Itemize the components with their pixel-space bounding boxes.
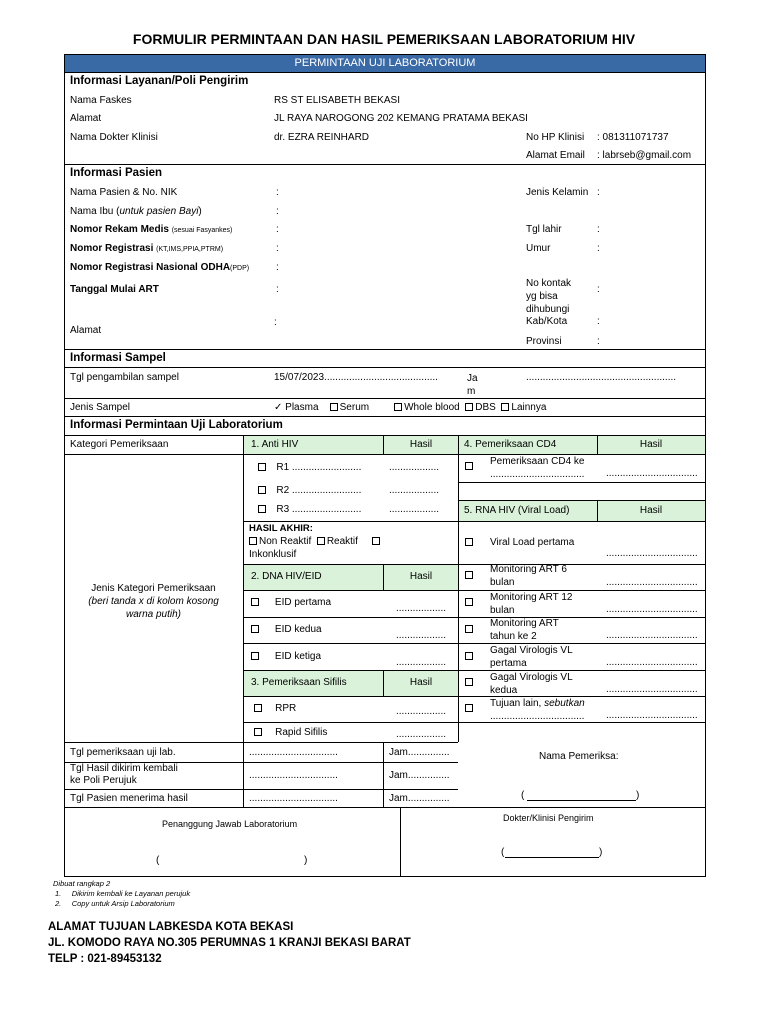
alamat-faskes-label: Alamat [70, 113, 102, 124]
rna-header: 5. RNA HIV (Viral Load) [464, 505, 570, 516]
divider [64, 349, 706, 350]
divider [400, 807, 401, 877]
cd4-hasil[interactable]: ................................. [606, 468, 698, 479]
divider [64, 416, 706, 417]
rpr-hasil[interactable]: .................. [396, 706, 447, 717]
hasil-akhir-options: Non Reaktif Reaktif [249, 536, 382, 547]
mulai-art-label: Tanggal Mulai ART [70, 284, 159, 295]
form-title: FORMULIR PERMINTAAN DAN HASIL PEMERIKSAAN LABORATORIUM HIV [132, 31, 636, 47]
tgl-lahir-colon[interactable]: : [597, 224, 600, 235]
divider [64, 807, 706, 808]
pj-lab-label: Penanggung Jawab Laboratorium [162, 819, 298, 829]
gagal1-label: Gagal Virologis VL pertama [490, 645, 573, 669]
lain-checkbox[interactable] [465, 703, 475, 714]
checkbox-lainnya[interactable] [501, 403, 509, 411]
jenis-kelamin-label: Jenis Kelamin [526, 187, 589, 198]
jenis-kelamin-colon[interactable]: : [597, 187, 600, 198]
divider [243, 722, 458, 723]
checkbox-r2[interactable] [258, 486, 266, 494]
provinsi-label: Provinsi [526, 336, 562, 347]
tgl-terima-label: Tgl Pasien menerima hasil [70, 793, 188, 804]
divider [243, 435, 244, 808]
option-whole-blood: Whole blood [404, 402, 460, 413]
odha-label: Nomor Registrasi Nasional ODHA(PDP) [70, 262, 250, 273]
cd4-header: 4. Pemeriksaan CD4 [464, 439, 557, 450]
section-pasien-heading: Informasi Pasien [70, 167, 163, 179]
divider [243, 696, 706, 697]
alamat-pasien-label: Alamat [70, 325, 102, 336]
nama-ibu-label: Nama Ibu (untuk pasien Bayi) [70, 206, 202, 217]
checkbox-serum[interactable] [330, 403, 338, 411]
mon12-hasil[interactable]: ................................. [606, 604, 698, 615]
rekam-medis-colon[interactable]: : [276, 224, 279, 235]
tgl-periksa-value[interactable]: ................................ [249, 747, 338, 758]
gagal2-checkbox[interactable] [465, 677, 475, 688]
checkbox-inkonklusif[interactable] [372, 537, 380, 545]
divider [64, 789, 458, 790]
checkbox-r3[interactable] [258, 505, 266, 513]
dokter-paren-open: ( [501, 847, 505, 858]
rapid-sifilis-hasil[interactable]: .................. [396, 729, 447, 740]
section-layanan-heading: Informasi Layanan/Poli Pengirim [70, 75, 249, 87]
divider [64, 742, 458, 743]
sifilis-header: 3. Pemeriksaan Sifilis [251, 677, 347, 688]
option-dbs: DBS [475, 402, 496, 413]
footer-address-title: ALAMAT TUJUAN LABKESDA KOTA BEKASI [48, 921, 294, 933]
divider [243, 564, 706, 565]
dna-header: 2. DNA HIV/EID [251, 571, 322, 582]
kab-kota-label: Kab/Kota [526, 316, 568, 327]
tujuan-lain-label: Tujuan lain, sebutkan .................................. [490, 698, 585, 722]
eid-ketiga-hasil[interactable]: .................. [396, 657, 447, 668]
r2-row: R2 ......................... [258, 485, 361, 496]
email-value[interactable]: : labrseb@gmail.com [597, 150, 692, 161]
mon2-hasil[interactable]: ................................. [606, 630, 698, 641]
checkbox-non-reaktif[interactable] [249, 537, 257, 545]
vl-checkbox[interactable] [465, 537, 475, 548]
rekam-medis-label: Nomor Rekam Medis (sesuai Fasyankes) [70, 224, 233, 235]
checkbox-rpr[interactable] [254, 704, 262, 712]
checkbox-r1[interactable] [258, 463, 266, 471]
nama-ibu-colon[interactable]: : [276, 206, 279, 217]
dokter-label: Nama Dokter Klinisi [70, 132, 158, 143]
nama-pasien-label: Nama Pasien & No. NIK [70, 187, 178, 198]
r1-row: R1 ......................... [258, 462, 361, 473]
mon6-hasil[interactable]: ................................. [606, 577, 698, 588]
dna-hasil-header: Hasil [409, 571, 433, 582]
tgl-kirim-label: Tgl Hasil dikirim kembali ke Poli Perujuk [70, 763, 178, 786]
alamat-pasien-colon[interactable]: : [274, 317, 277, 328]
email-label: Alamat Email [526, 150, 585, 161]
section-uji-heading: Informasi Permintaan Uji Laboratorium [70, 419, 283, 431]
tgl-kirim-value[interactable]: ................................ [249, 770, 338, 781]
sifilis-hasil-header: Hasil [409, 677, 433, 688]
option-plasma[interactable]: ✓ Plasma [274, 402, 319, 413]
rna-hasil-header: Hasil [639, 505, 663, 516]
divider [243, 521, 706, 522]
footer-phone: TELP : 021-89453132 [48, 953, 162, 965]
tgl-terima-jam[interactable]: Jam............... [389, 793, 450, 804]
kontak-label: No kontak yg bisa dihubungi [526, 278, 572, 315]
divider [458, 482, 706, 483]
kategori-label: Kategori Pemeriksaan [70, 439, 169, 450]
cd4-item: Pemeriksaan CD4 ke .................................. [490, 456, 585, 480]
tgl-sampel-label: Tgl pengambilan sampel [70, 372, 179, 383]
inkonklusif-label: Inkonklusif [249, 549, 297, 560]
r2-hasil[interactable]: .................. [389, 485, 440, 496]
kontak-colon[interactable]: : [597, 284, 600, 295]
pemeriksa-signature-line[interactable] [527, 800, 636, 801]
nama-faskes-value[interactable]: RS ST ELISABETH BEKASI [274, 95, 400, 106]
checkbox-reaktif[interactable] [317, 537, 325, 545]
checkbox-eid-kedua[interactable] [251, 625, 259, 633]
tujuan-lain-hasil[interactable]: ................................. [606, 710, 698, 721]
tgl-sampel-value[interactable]: 15/07/2023......................................... [274, 372, 438, 383]
tgl-periksa-jam[interactable]: Jam............... [389, 747, 450, 758]
divider [64, 367, 706, 368]
kab-kota-colon[interactable]: : [597, 316, 600, 327]
request-band: PERMINTAAN UJI LABORATORIUM [65, 55, 705, 72]
hp-klinisi-value[interactable]: : 081311071737 [597, 132, 669, 143]
mon12-label: Monitoring ART 12 bulan [490, 592, 573, 616]
tgl-terima-value[interactable]: ................................ [249, 793, 338, 804]
dokter-value[interactable]: dr. EZRA REINHARD [274, 132, 370, 143]
jenis-sampel-label: Jenis Sampel [70, 402, 131, 413]
vl-pertama-hasil[interactable]: ................................. [606, 548, 698, 559]
nama-pasien-colon[interactable]: : [276, 187, 279, 198]
note-2: 2. Copy untuk Arsip Laboratorium [55, 899, 175, 908]
eid-ketiga-row: EID ketiga [251, 651, 321, 662]
jenis-sampel-options [274, 402, 546, 413]
hasil-akhir-label: HASIL AKHIR: [249, 523, 313, 534]
nama-faskes-label: Nama Faskes [70, 95, 132, 106]
divider [64, 72, 706, 73]
tgl-periksa-label: Tgl pemeriksaan uji lab. [70, 747, 176, 758]
odha-colon[interactable]: : [276, 262, 279, 273]
vl-pertama-label: Viral Load pertama [490, 537, 575, 548]
jenis-kategori-label: Jenis Kategori Pemeriksaan (beri tanda x di kolom kosong warna putih) [88, 583, 219, 620]
mon6-checkbox[interactable] [465, 570, 475, 581]
registrasi-label: Nomor Registrasi (KT,IMS,PPIA,PTRM) [70, 243, 224, 254]
divider [597, 435, 598, 454]
dokter-signature-line[interactable] [505, 857, 599, 858]
eid-pertama-row: EID pertama [251, 597, 331, 608]
checkbox-rapid-sifilis[interactable] [254, 728, 262, 736]
note-rangkap: Dibuat rangkap 2 [53, 879, 111, 888]
divider [64, 164, 706, 165]
tgl-kirim-jam[interactable]: Jam............... [389, 770, 450, 781]
rpr-row: RPR [254, 703, 296, 714]
checkbox-eid-pertama[interactable] [251, 598, 259, 606]
dokter-pengirim-label: Dokter/Klinisi Pengirim [503, 813, 594, 823]
divider [383, 742, 384, 807]
pj-lab-paren-open: ( [156, 855, 160, 866]
option-lainnya: Lainnya [511, 402, 547, 413]
pemeriksa-paren-close: ) [636, 790, 640, 801]
cd4-checkbox[interactable] [465, 461, 475, 472]
divider [243, 590, 706, 591]
umur-colon[interactable]: : [597, 243, 600, 254]
dokter-paren-close: ) [599, 847, 603, 858]
mulai-art-colon[interactable]: : [276, 284, 279, 295]
r1-hasil[interactable]: .................. [389, 462, 440, 473]
note-1: 1. Dikirim kembali ke Layanan perujuk [55, 889, 191, 898]
provinsi-colon[interactable]: : [597, 336, 600, 347]
checkbox-dbs[interactable] [465, 403, 473, 411]
divider [458, 500, 706, 501]
option-serum: Serum [339, 402, 370, 413]
checkbox-whole-blood[interactable] [394, 403, 402, 411]
hp-klinisi-label: No HP Klinisi [526, 132, 585, 143]
divider [243, 643, 706, 644]
umur-label: Umur [526, 243, 551, 254]
nama-pemeriksa-label: Nama Pemeriksa: [539, 751, 619, 762]
rapid-sifilis-row: Rapid Sifilis [254, 727, 327, 738]
r3-hasil[interactable]: .................. [389, 504, 440, 515]
jam-sampel-value[interactable]: ...................................................... [526, 372, 677, 383]
gagal2-hasil[interactable]: ................................. [606, 684, 698, 695]
gagal2-label: Gagal Virologis VL kedua [490, 672, 573, 696]
eid-kedua-row: EID kedua [251, 624, 322, 635]
pemeriksa-paren-open: ( [521, 790, 525, 801]
gagal1-hasil[interactable]: ................................. [606, 657, 698, 668]
gagal1-checkbox[interactable] [465, 651, 475, 662]
alamat-faskes-value[interactable]: JL RAYA NAROGONG 202 KEMANG PRATAMA BEKASI [274, 113, 528, 124]
eid-kedua-hasil[interactable]: .................. [396, 630, 447, 641]
r3-row: R3 ......................... [258, 504, 361, 515]
anti-hiv-hasil-header: Hasil [409, 439, 433, 450]
tgl-lahir-label: Tgl lahir [526, 224, 562, 235]
footer-address-street: JL. KOMODO RAYA NO.305 PERUMNAS 1 KRANJI BEKASI BARAT [48, 937, 411, 949]
mon2-label: Monitoring ART tahun ke 2 [490, 618, 559, 642]
divider [243, 617, 706, 618]
pj-lab-paren-close: ) [304, 855, 308, 866]
divider [383, 435, 384, 454]
divider [243, 670, 706, 671]
mon2-checkbox[interactable] [465, 624, 475, 635]
eid-pertama-hasil[interactable]: .................. [396, 603, 447, 614]
divider [64, 398, 706, 399]
mon6-label: Monitoring ART 6 bulan [490, 564, 567, 588]
cd4-hasil-header: Hasil [639, 439, 663, 450]
jam-sampel-label: Ja m [467, 373, 478, 397]
divider [64, 454, 706, 455]
checkbox-eid-ketiga[interactable] [251, 652, 259, 660]
registrasi-colon[interactable]: : [276, 243, 279, 254]
anti-hiv-header: 1. Anti HIV [251, 439, 299, 450]
mon12-checkbox[interactable] [465, 597, 475, 608]
section-sampel-heading: Informasi Sampel [70, 352, 166, 364]
